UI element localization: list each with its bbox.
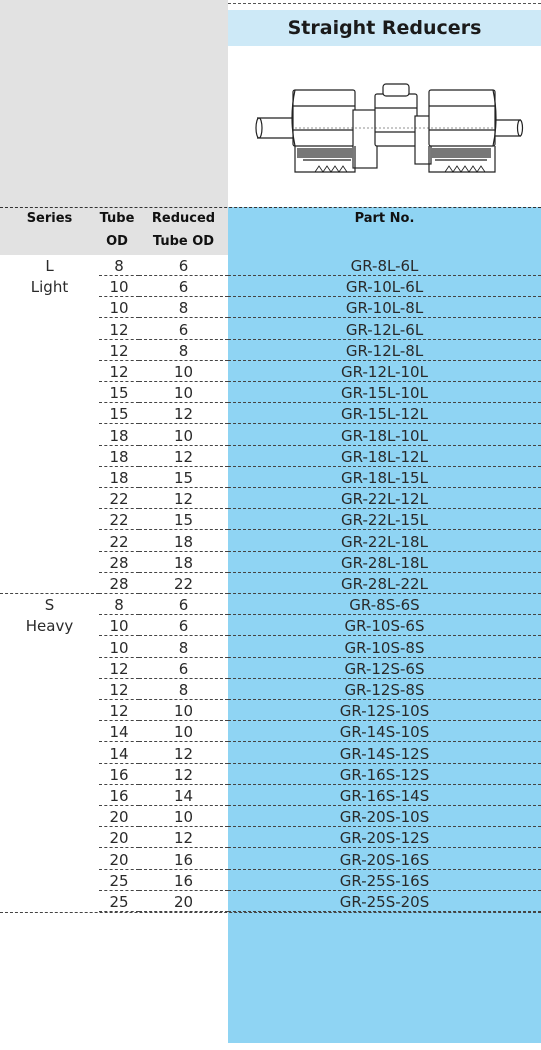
reduced-od-cell: 12	[139, 764, 228, 785]
reduced-od-cell: 20	[139, 891, 228, 912]
tube-od-cell: 12	[99, 700, 139, 721]
table-row	[0, 403, 541, 424]
reduced-od-cell: 6	[139, 276, 228, 297]
reduced-od-cell: 12	[139, 743, 228, 764]
reduced-od-cell: 10	[139, 382, 228, 403]
tube-od-cell: 22	[99, 531, 139, 552]
reduced-od-cell: 8	[139, 297, 228, 318]
part-number-cell: GR-18L-12L	[228, 446, 541, 467]
tube-od-cell: 20	[99, 849, 139, 870]
reduced-od-cell: 18	[139, 552, 228, 573]
header-blank-area	[0, 0, 228, 207]
header-reduced-line2: Tube OD	[152, 234, 215, 249]
tube-od-cell: 28	[99, 573, 139, 594]
reduced-od-cell: 10	[139, 425, 228, 446]
tube-od-cell: 14	[99, 721, 139, 742]
table-header	[0, 207, 541, 256]
tube-od-cell: 8	[99, 594, 139, 615]
part-number-cell: GR-28L-22L	[228, 573, 541, 594]
part-number-cell: GR-22L-12L	[228, 488, 541, 509]
tube-od-cell: 12	[99, 679, 139, 700]
tube-od-cell: 18	[99, 446, 139, 467]
part-number-cell: GR-15L-10L	[228, 382, 541, 403]
part-number-cell: GR-10L-8L	[228, 297, 541, 318]
reduced-od-cell: 12	[139, 403, 228, 424]
table-row	[0, 446, 541, 467]
part-number-cell: GR-20S-10S	[228, 806, 541, 827]
reduced-od-cell: 16	[139, 849, 228, 870]
part-number-cell: GR-15L-12L	[228, 403, 541, 424]
table-row	[0, 509, 541, 530]
reduced-od-cell: 22	[139, 573, 228, 594]
part-number-cell: GR-8S-6S	[228, 594, 541, 615]
part-number-cell: GR-12S-6S	[228, 658, 541, 679]
part-number-cell: GR-10S-8S	[228, 637, 541, 658]
table-row	[0, 594, 541, 615]
reduced-od-cell: 8	[139, 637, 228, 658]
table-row	[0, 870, 541, 891]
table-row	[0, 276, 541, 297]
table-row	[0, 721, 541, 742]
table-row	[0, 488, 541, 509]
reduced-od-cell: 8	[139, 679, 228, 700]
part-number-cell: GR-12S-8S	[228, 679, 541, 700]
tube-od-cell: 20	[99, 827, 139, 848]
header-tube-line1: Tube	[99, 211, 135, 226]
part-number-cell: GR-12L-8L	[228, 340, 541, 361]
part-number-cell: GR-20S-12S	[228, 827, 541, 848]
tube-od-cell: 25	[99, 870, 139, 891]
reduced-od-cell: 10	[139, 361, 228, 382]
tube-od-cell: 25	[99, 891, 139, 912]
part-number-cell: GR-12L-10L	[228, 361, 541, 382]
table-row	[0, 573, 541, 594]
reduced-od-cell: 10	[139, 806, 228, 827]
table-row	[0, 297, 541, 318]
tube-od-cell: 20	[99, 806, 139, 827]
product-title: Straight Reducers	[228, 10, 541, 46]
header-tube-line2: OD	[106, 234, 128, 249]
part-number-cell: GR-18L-10L	[228, 425, 541, 446]
table-row	[0, 255, 541, 276]
reduced-od-cell: 6	[139, 594, 228, 615]
tube-od-cell: 10	[99, 297, 139, 318]
table-row	[0, 658, 541, 679]
series-name: Heavy	[25, 617, 74, 636]
table-row	[0, 679, 541, 700]
tube-od-cell: 22	[99, 488, 139, 509]
tube-od-cell: 10	[99, 615, 139, 636]
straight-reducer-drawing	[255, 76, 525, 186]
table-row	[0, 743, 541, 764]
reduced-od-cell: 15	[139, 467, 228, 488]
tube-od-cell: 15	[99, 403, 139, 424]
table-row	[0, 785, 541, 806]
tube-od-cell: 12	[99, 361, 139, 382]
reduced-od-cell: 12	[139, 488, 228, 509]
reduced-od-cell: 12	[139, 827, 228, 848]
part-number-cell: GR-10L-6L	[228, 276, 541, 297]
table-row	[0, 552, 541, 573]
reduced-od-cell: 6	[139, 255, 228, 276]
table-row	[0, 700, 541, 721]
part-number-cell: GR-8L-6L	[228, 255, 541, 276]
tube-od-cell: 15	[99, 382, 139, 403]
part-number-cell: GR-20S-16S	[228, 849, 541, 870]
table-row	[0, 891, 541, 912]
reduced-od-cell: 6	[139, 615, 228, 636]
table-bottom-border	[0, 912, 541, 913]
reduced-od-cell: 10	[139, 700, 228, 721]
tube-od-cell: 16	[99, 785, 139, 806]
part-number-cell: GR-28L-18L	[228, 552, 541, 573]
tube-od-cell: 12	[99, 658, 139, 679]
part-number-cell: GR-10S-6S	[228, 615, 541, 636]
table-row	[0, 467, 541, 488]
tube-od-cell: 18	[99, 425, 139, 446]
table-row	[0, 361, 541, 382]
table-row	[0, 425, 541, 446]
part-number-cell: GR-25S-16S	[228, 870, 541, 891]
table-row	[0, 849, 541, 870]
series-code: L	[45, 257, 54, 275]
part-number-cell: GR-25S-20S	[228, 891, 541, 912]
table-row	[0, 637, 541, 658]
header-series: Series	[26, 211, 73, 226]
reduced-od-cell: 14	[139, 785, 228, 806]
tube-od-cell: 10	[99, 637, 139, 658]
tube-od-cell: 14	[99, 743, 139, 764]
tube-od-cell: 12	[99, 340, 139, 361]
header-reduced-line1: Reduced	[151, 211, 216, 226]
tube-od-cell: 12	[99, 319, 139, 340]
table-row	[0, 806, 541, 827]
table-row	[0, 827, 541, 848]
header-divider	[228, 3, 541, 4]
part-number-cell: GR-12S-10S	[228, 700, 541, 721]
table-row	[0, 382, 541, 403]
header-part-no: Part No.	[354, 211, 415, 226]
table-row	[0, 764, 541, 785]
table-row	[0, 615, 541, 636]
tube-od-cell: 22	[99, 509, 139, 530]
reduced-od-cell: 18	[139, 531, 228, 552]
reduced-od-cell: 12	[139, 446, 228, 467]
table-row	[0, 340, 541, 361]
reduced-od-cell: 15	[139, 509, 228, 530]
series-name: Light	[30, 278, 69, 297]
reduced-od-cell: 16	[139, 870, 228, 891]
part-number-cell: GR-12L-6L	[228, 319, 541, 340]
reduced-od-cell: 8	[139, 340, 228, 361]
part-number-cell: GR-14S-12S	[228, 743, 541, 764]
series-code: S	[44, 596, 55, 615]
part-number-cell: GR-22L-18L	[228, 531, 541, 552]
tube-od-cell: 8	[99, 255, 139, 276]
part-number-cell: GR-18L-15L	[228, 467, 541, 488]
table-row	[0, 319, 541, 340]
tube-od-cell: 10	[99, 276, 139, 297]
part-number-cell: GR-22L-15L	[228, 509, 541, 530]
part-number-cell: GR-14S-10S	[228, 721, 541, 742]
part-number-cell: GR-16S-14S	[228, 785, 541, 806]
reduced-od-cell: 10	[139, 721, 228, 742]
tube-od-cell: 16	[99, 764, 139, 785]
reduced-od-cell: 6	[139, 658, 228, 679]
part-number-cell: GR-16S-12S	[228, 764, 541, 785]
tube-od-cell: 28	[99, 552, 139, 573]
tube-od-cell: 18	[99, 467, 139, 488]
reduced-od-cell: 6	[139, 319, 228, 340]
table-row	[0, 531, 541, 552]
